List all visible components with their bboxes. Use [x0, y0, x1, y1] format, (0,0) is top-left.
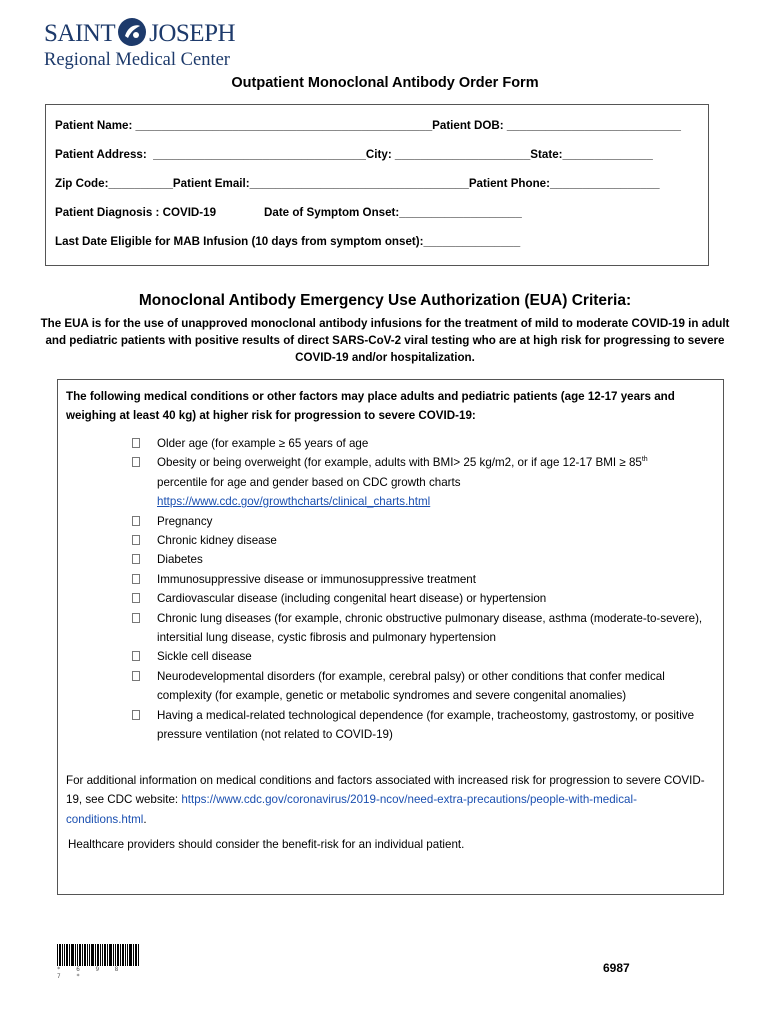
list-item: Chronic kidney disease — [132, 531, 712, 550]
criteria-list — [132, 434, 712, 745]
list-item: Having a medical-related technological dependence (for example, tracheostomy, gastrostomy, or positive pressure ventilation (not related to COVID-19) — [132, 706, 712, 745]
checkbox[interactable] — [132, 574, 140, 584]
list-item: Chronic lung diseases (for example, chronic obstructive pulmonary disease, asthma (moderate-to-severe), intersitial lung disease, cystic fibrosis and pulmonary hypertension — [132, 609, 712, 648]
checkbox[interactable] — [132, 516, 140, 526]
last-eligible-date-line[interactable]: Last Date Eligible for MAB Infusion (10 days from symptom onset):_______________ — [55, 235, 521, 248]
criteria-intro: The following medical conditions or other factors may place adults and pediatric patients (age 12-17 years and weighing at least 40 kg) at higher risk for progression to severe COVID-19: — [66, 390, 675, 422]
list-item: Immunosuppressive disease or immunosuppressive treatment — [132, 570, 712, 589]
form-number: 6987 — [603, 961, 630, 975]
patient-diagnosis: Patient Diagnosis : COVID-19 — [55, 206, 217, 219]
checkbox[interactable] — [132, 651, 140, 661]
list-item: Cardiovascular disease (including congenital heart disease) or hypertension — [132, 589, 712, 608]
logo-wordmark: SAINT JOSEPH — [44, 20, 236, 47]
logo-emblem-icon — [116, 16, 148, 48]
list-item: Older age (for example ≥ 65 years of age — [132, 434, 712, 453]
eua-title: Monoclonal Antibody Emergency Use Authorization (EUA) Criteria: — [138, 292, 632, 309]
checkbox[interactable] — [132, 593, 140, 603]
barcode-icon — [57, 944, 139, 966]
logo — [44, 14, 234, 74]
list-item: Neurodevelopmental disorders (for example, cerebral palsy) or other conditions that confer medical complexity (for example, genetic or metabolic syndromes and severe congenital anomalies) — [132, 667, 712, 706]
patient-name-dob-line[interactable]: Patient Name: ______________________________________________Patient DOB: ___________________________ — [55, 119, 681, 132]
patient-zip-email-phone-line[interactable]: Zip Code:__________Patient Email:__________________________________Patient Phone:_________________ — [55, 177, 660, 190]
list-item: Obesity or being overweight (for example, adults with BMI> 25 kg/m2, or if age 12-17 BMI ≥ 85th percentile for age and gender based on CDC growth charts https://www.cdc.gov/growthcharts/clinical_charts.html — [132, 453, 712, 511]
eua-description: The EUA is for the use of unapproved monoclonal antibody infusions for the treatment of mild to moderate COVID-19 in adult and pediatric patients with positive results of direct SARS-CoV-2 viral testing who are at high risk for progressing to severe COVID-19 and/or hospitalization. — [40, 317, 730, 364]
checkbox[interactable] — [132, 535, 140, 545]
providers-note: Healthcare providers should consider the benefit-risk for an individual patient. — [68, 838, 465, 851]
cdc-growth-charts-link[interactable]: https://www.cdc.gov/growthcharts/clinical_charts.html — [157, 495, 431, 509]
symptom-onset-line[interactable]: Date of Symptom Onset:___________________ — [264, 206, 522, 219]
criteria-section — [57, 379, 724, 895]
checkbox[interactable] — [132, 613, 140, 623]
list-item: Sickle cell disease — [132, 647, 712, 666]
patient-address-line[interactable]: Patient Address: _________________________________City: _____________________State:______________ — [55, 148, 653, 161]
checkbox[interactable] — [132, 554, 140, 564]
cdc-conditions-link[interactable]: https://www.cdc.gov/coronavirus/2019-ncov/need-extra-precautions/people-with-medical-conditions.html — [66, 793, 637, 826]
more-info-paragraph: For additional information on medical conditions and factors associated with increased risk for progression to severe COVID-19, see CDC website: https://www.cdc.gov/coronavirus/2019-ncov/need-extra-precautions/people-with-medical-conditions.html. — [66, 774, 705, 826]
patient-info-section — [45, 104, 709, 266]
form-title: Outpatient Monoclonal Antibody Order Form — [231, 75, 539, 91]
checkbox[interactable] — [132, 671, 140, 681]
checkbox[interactable] — [132, 438, 140, 448]
logo-subtitle: Regional Medical Center — [44, 50, 230, 70]
checkbox[interactable] — [132, 710, 140, 720]
checkbox[interactable] — [132, 457, 140, 467]
barcode-digits: * 6 9 8 7 * — [57, 966, 125, 980]
list-item: Diabetes — [132, 550, 712, 569]
list-item: Pregnancy — [132, 512, 712, 531]
